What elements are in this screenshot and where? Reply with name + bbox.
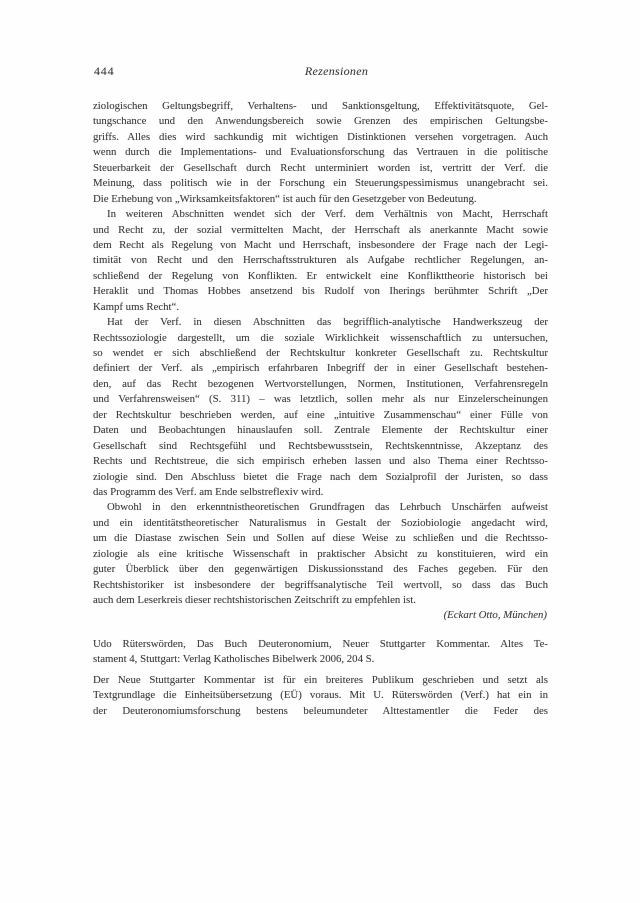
text-line: griffs. Alles dies wird sachkundig mit wichtigen Distinktionen versehen vorgetragen. Auch <box>93 130 548 143</box>
text-line: Gesellschaft sind Rechtsgefühl und Rechtsbewusstsein, Rechtskenntnisse, Akzeptanz des <box>93 439 548 452</box>
text-line: timität von Recht und den Herrschaftsstrukturen als Aufgabe rechtlicher Regelungen, an- <box>93 254 548 267</box>
text-line: schließend der Regelung von Konflikten. Er entwickelt eine Konflikttheorie historisch bei <box>93 269 548 282</box>
text-line: so wendet er sich abschließend der Rechtskultur konkreter Gesellschaft zu. Rechtskultur <box>93 347 548 359</box>
text-line: das Programm des Verf. am Ende selbstreflexiv wird. <box>93 485 324 498</box>
page-header-title: Rezensionen <box>304 64 369 78</box>
text-line: den, auf das Recht bezogenen Wertvorstellungen, Normen, Institutionen, Verfahrensregeln <box>93 377 548 390</box>
review-paragraph <box>93 207 548 315</box>
text-line: wenn durch die Implementations- und Evaluationsforschung das Vertrauen in die politische <box>93 146 548 159</box>
text-line: tungschance und den Anwendungsbereich sowie Grenzen des empirischen Geltungsbe- <box>93 115 548 128</box>
text-line: ziologie sind. Den Abschluss bietet die Frage nach dem Sozialprofil der Juristen, so dass <box>93 470 548 483</box>
text-line: ziologischen Geltungsbegriff, Verhaltens- und Sanktionsgeltung, Effektivitätsquote, Gel- <box>93 100 548 112</box>
text-line: stament 4, Stuttgart: Verlag Katholisches Bibelwerk 2006, 204 S. <box>93 653 375 666</box>
text-line: ziologie als eine kritische Wissenschaft in praktischer Absicht zu konstituieren, wird ein <box>93 547 548 560</box>
text-line: der Rechtskultur beschrieben werden, auf eine „intuitive Zusammenschau“ einer Fülle von <box>93 408 548 421</box>
text-line: Die Erhebung von „Wirksamkeitsfaktoren“ ist auch für den Gesetzgeber von Bedeutung. <box>93 192 477 205</box>
text-line: Kampf ums Recht“. <box>93 300 180 313</box>
text-line: um die Diastase zwischen Sein und Sollen auf diese Weise zu schließen und die Rechtsso- <box>93 532 548 545</box>
text-line: auch dem Leserkreis dieser rechtshistorischen Zeitschrift zu empfehlen ist. <box>93 594 416 606</box>
text-line: Steuerbarkeit der Gesellschaft durch Recht unterminiert worden ist, vertritt der Verf. die <box>93 161 548 174</box>
text-line: Rechtssoziologie dargestellt, um die soziale Wirklichkeit wissenschaftlich zu untersuchen, <box>93 331 548 344</box>
text-line: dem Recht als Regelung von Macht und Herrschaft, insbesondere der Frage nach der Legi- <box>93 238 548 251</box>
text-line: Rechts und Rechtstreue, die sich empirisch erheben lassen und also Thema einer Rechtsso- <box>93 455 548 468</box>
review-paragraph <box>93 500 548 608</box>
text-line: Hat der Verf. in diesen Abschnitten das begrifflich-analytische Handwerkszeug der <box>107 316 548 329</box>
text-line: Obwohl in den erkenntnistheoretischen Grundfragen das Lehrbuch Unschärfen aufweist <box>107 501 548 514</box>
review1-text <box>93 99 548 608</box>
text-line: In weiteren Abschnitten wendet sich der Verf. dem Verhältnis von Macht, Herrschaft <box>107 208 548 221</box>
running-head <box>93 64 548 82</box>
review-paragraph <box>93 99 548 207</box>
text-line: Heraklit und Thomas Hobbes ansetzend bis Rudolf von Iherings berühmter Schrift „Der <box>93 285 548 298</box>
text-line: Daten und Beobachtungen hinauslaufen soll. Zentrale Elemente der Rechtskultur einer <box>93 424 548 437</box>
text-block <box>93 99 548 719</box>
text-line: und Verfahrensweisen“ (S. 311) – was letztlich, sollen mehr als nur Einzelerscheinungen <box>93 393 548 406</box>
text-line: Rechtshistoriker ist insbesondere der begriffsanalytische Teil wertvoll, so dass das Buch <box>93 578 548 591</box>
text-line: Der Neue Stuttgarter Kommentar ist für ein breiteres Publikum geschrieben und setzt als <box>93 673 548 686</box>
text-line: und Recht zu, der sozial vermittelten Macht, der Herrschaft als anerkannte Macht sowie <box>93 223 548 236</box>
text-line: definiert der Verf. als „empirisch erfahrbaren Inbegriff der in einer Gesellschaft bestehen- <box>93 362 548 375</box>
bibliography <box>93 637 548 668</box>
text-line: Meinung, dass politisch wie in der Forschung ein Steuerungspessimismus unangebracht sei. <box>93 177 548 190</box>
review-paragraph <box>93 637 548 668</box>
review-paragraph <box>93 315 548 500</box>
text-line: und ein identitätstheoretischer Naturalismus in Gestalt der Soziobiologie angedacht wird, <box>93 516 548 529</box>
text-line: guter Überblick über den gegenwärtigen Diskussionsstand des Faches gegeben. Für den <box>93 563 548 576</box>
review-paragraph <box>93 673 548 719</box>
text-line: Textgrundlage die Einheitsübersetzung (EÜ) voraus. Mit U. Rüterswörden (Verf.) hat ein in <box>93 689 548 702</box>
review2-text <box>93 673 548 719</box>
text-line: Udo Rüterswörden, Das Buch Deuteronomium, Neuer Stuttgarter Kommentar. Altes Te- <box>93 637 548 650</box>
reviewer-signature: (Eckart Otto, München) <box>443 609 547 622</box>
text-line: der Deuteronomiumsforschung bestens beleumundeter Alttestamentler die Feder des <box>93 704 548 717</box>
page-number: 444 <box>94 64 115 78</box>
